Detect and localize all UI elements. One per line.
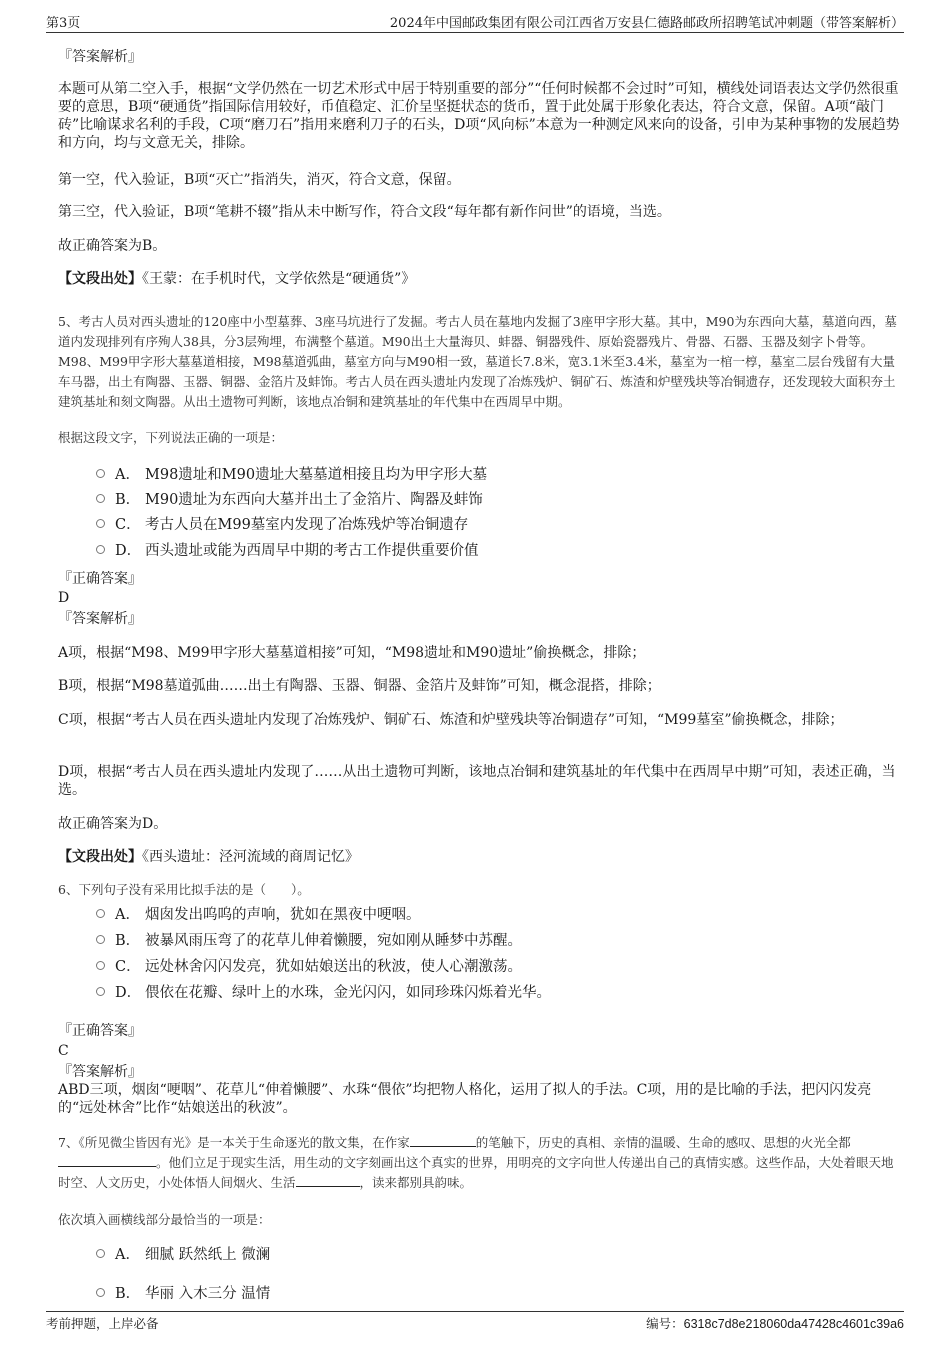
document-code — [646, 1314, 904, 1332]
option-letter: C． — [115, 958, 141, 975]
page-header — [46, 12, 904, 34]
option-letter: A． — [115, 466, 140, 483]
document-code-label: 编号： — [646, 1316, 684, 1331]
q5-analysis-a: A项，根据“M98、M99甲字形大墓墓道相接”可知，“M98遗址和M90遗址”偷换概念，排除； — [58, 645, 646, 661]
page-footer — [46, 1314, 904, 1332]
header-divider — [46, 32, 904, 33]
option-letter: C． — [115, 516, 141, 533]
option-letter: A． — [115, 906, 140, 923]
q5-analysis-b: B项，根据“M98墓道弧曲……出土有陶器、玉器、铜器、金箔片及蚌饰”可知，概念混搭，排除； — [58, 678, 661, 694]
q6-analysis-label: 『答案解析』 — [58, 1064, 142, 1080]
radio-icon[interactable] — [96, 987, 105, 996]
q6-option-b[interactable] — [96, 929, 522, 949]
q6-analysis: ABD三项，烟囱“哽咽”、花草儿“伸着懒腰”、水珠“偎依”均把物人格化，运用了拟人的手法。C项，用的是比喻的手法，把闪闪发亮的“远处林舍”比作“姑娘送出的秋波”。 — [58, 1082, 872, 1116]
q5-option-a[interactable] — [96, 463, 487, 483]
q5-prompt: 根据这段文字，下列说法正确的一项是： — [58, 430, 284, 445]
q5-analysis-label: 『答案解析』 — [58, 611, 142, 627]
q5-analysis-d: D项，根据“考古人员在西头遗址内发现了……从出土遗物可判断，该地点冶铜和建筑基址的年代集中在西周早中期”可知，表述正确，当选。 — [58, 764, 896, 798]
option-text: 华丽 入木三分 温情 — [145, 1285, 271, 1302]
q7-stem — [58, 1133, 900, 1193]
q5-stem: 5、考古人员对西头遗址的120座中小型墓葬、3座马坑进行了发掘。考古人员在墓地内发掘了3座甲字形大墓。其中，M90为东西向大墓，墓道向西，墓道内发现排列有序殉人38具，分3层殉埋，布满整个墓道。M90出土大量海贝、蚌器、铜器残件、原始瓷器残片、骨器、石器、玉器及刻字卜骨等。M98、M99甲字形大墓墓道相接，M98墓道弧曲，墓室方向与M90相一致，墓道长7.8米，宽3.1米至3.4米，墓室为一棺一椁，墓室二层台残留有大量车马器，出土有陶器、玉器、铜器、金箔片及蚌饰。考古人员在西头遗址内发现了冶炼残炉、铜矿石、炼渣和炉壁残块等冶铜遗存，还发现较大面积夯土建筑基址和刻文陶器。从出土遗物可判断，该地点冶铜和建筑基址的年代集中在西周早中期。 — [58, 314, 897, 409]
q5-answer-label: 『正确答案』 — [58, 571, 142, 587]
option-text: 细腻 跃然纸上 微澜 — [145, 1246, 271, 1263]
q6-answer: C — [58, 1043, 69, 1059]
radio-icon[interactable] — [96, 961, 105, 970]
q5-option-c[interactable] — [96, 513, 468, 533]
fill-blank-1[interactable] — [410, 1134, 476, 1147]
radio-icon[interactable] — [96, 935, 105, 944]
option-letter: B． — [115, 491, 141, 508]
radio-icon[interactable] — [96, 1249, 105, 1258]
q5-source-text: 《西头遗址：泾河流域的商周记忆》 — [142, 849, 359, 865]
q7-option-a[interactable] — [96, 1243, 270, 1263]
q4-source — [58, 270, 900, 288]
radio-icon[interactable] — [96, 1288, 105, 1297]
option-letter: D． — [115, 984, 142, 1001]
q5-option-b[interactable] — [96, 488, 483, 508]
q4-source-label: 【文段出处】 — [58, 271, 142, 287]
option-text: 考古人员在M99墓室内发现了冶炼残炉等冶铜遗存 — [145, 516, 469, 533]
option-text: M90遗址为东西向大墓并出土了金箔片、陶器及蚌饰 — [145, 491, 483, 508]
q6-option-c[interactable] — [96, 955, 522, 975]
q6-stem: 6、下列句子没有采用比拟手法的是（ ）。 — [58, 882, 310, 897]
option-text: 西头遗址或能为西周早中期的考古工作提供重要价值 — [145, 542, 479, 559]
fill-blank-2[interactable] — [58, 1154, 156, 1167]
option-text: 偎依在花瓣、绿叶上的水珠，金光闪闪，如同珍珠闪烁着光华。 — [145, 984, 551, 1001]
q7-prompt: 依次填入画横线部分最恰当的一项是： — [58, 1212, 271, 1227]
q4-analysis-paragraph-3: 第三空，代入验证，B项“笔耕不辍”指从未中断写作，符合文段“每年都有新作问世”的语境，当选。 — [58, 204, 671, 220]
q7-stem-part-4: ，读来都别具韵味。 — [359, 1175, 473, 1190]
q5-analysis-c: C项，根据“考古人员在西头遗址内发现了冶炼残炉、铜矿石、炼渣和炉壁残块等冶铜遗存”可知，“M99墓室”偷换概念，排除； — [58, 712, 844, 728]
q6-answer-label: 『正确答案』 — [58, 1023, 142, 1039]
footer-divider — [46, 1311, 904, 1312]
q7-option-b[interactable] — [96, 1282, 270, 1302]
q7-stem-part-2: 的笔触下，历史的真相、亲情的温暖、生命的感叹、思想的火光全都 — [475, 1135, 851, 1150]
q5-source — [58, 848, 900, 866]
q5-source-label: 【文段出处】 — [58, 849, 142, 865]
option-text: 被暴风雨压弯了的花草儿伸着懒腰，宛如刚从睡梦中苏醒。 — [145, 932, 522, 949]
q5-answer: D — [58, 590, 70, 606]
q4-analysis-paragraph-1: 本题可从第二空入手，根据“文学仍然在一切艺术形式中居于特别重要的部分”“任何时候都不会过时”可知，横线处词语表达文学仍然很重要的意思，B项“硬通货”指国际信用较好，币值稳定、汇价呈坚挺状态的货币，置于此处属于形象化表达，符合文意，保留。A项“敲门砖”比喻谋求名利的手段，C项“磨刀石”指用来磨利刀子的石头，D项“风向标”本意为一种测定风来向的设备，引申为某种事物的发展趋势和方向，均与文意无关，排除。 — [58, 81, 900, 151]
q4-analysis-label: 『答案解析』 — [58, 49, 142, 65]
fill-blank-3[interactable] — [296, 1174, 360, 1187]
document-title: 2024年中国邮政集团有限公司江西省万安县仁德路邮政所招聘笔试冲刺题（带答案解析） — [389, 16, 904, 31]
option-letter: B． — [115, 1285, 141, 1302]
footer-slogan: 考前押题，上岸必备 — [46, 1316, 159, 1331]
radio-icon[interactable] — [96, 469, 105, 478]
radio-icon[interactable] — [96, 909, 105, 918]
radio-icon[interactable] — [96, 545, 105, 554]
page-number: 第3页 — [46, 16, 81, 31]
q7-stem-part-1: 7、《所见微尘皆因有光》是一本关于生命逐光的散文集，在作家 — [58, 1135, 410, 1150]
option-letter: A． — [115, 1246, 140, 1263]
q7-stem-part-3: 。他们立足于现实生活，用生动的文字刻画出这个真实的世界，用明亮的文字向世人传递出自己的真情实感。这些作品，大处着眼天地时空、人文历史，小处体悟人间烟火、生活 — [58, 1155, 894, 1190]
radio-icon[interactable] — [96, 519, 105, 528]
option-text: M98遗址和M90遗址大墓墓道相接且均为甲字形大墓 — [145, 466, 488, 483]
document-code-value: 6318c7d8e218060da47428c4601c39a6 — [683, 1317, 904, 1331]
q4-source-text: 《王蒙：在手机时代，文学依然是“硬通货”》 — [142, 271, 416, 287]
radio-icon[interactable] — [96, 494, 105, 503]
option-letter: B． — [115, 932, 141, 949]
option-text: 远处林舍闪闪发亮，犹如姑娘送出的秋波，使人心潮激荡。 — [145, 958, 522, 975]
q6-option-d[interactable] — [96, 981, 551, 1001]
q6-option-a[interactable] — [96, 903, 421, 923]
q4-analysis-conclusion: 故正确答案为B。 — [58, 238, 167, 254]
option-letter: D． — [115, 542, 142, 559]
option-text: 烟囱发出呜呜的声响，犹如在黑夜中哽咽。 — [145, 906, 421, 923]
q5-option-d[interactable] — [96, 539, 479, 559]
q5-conclusion: 故正确答案为D。 — [58, 816, 168, 832]
q4-analysis-paragraph-2: 第一空，代入验证，B项“灭亡”指消失，消灭，符合文意，保留。 — [58, 172, 461, 188]
